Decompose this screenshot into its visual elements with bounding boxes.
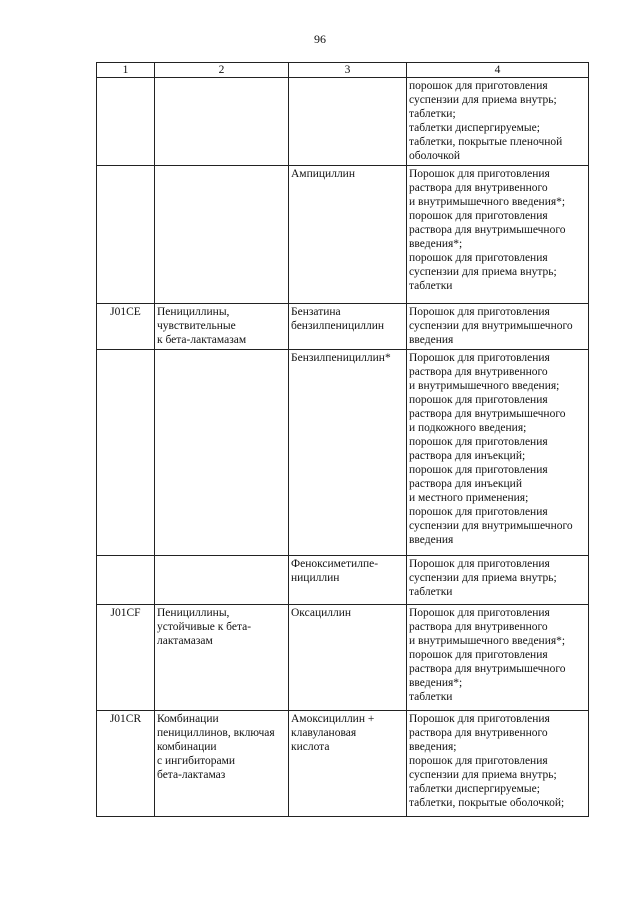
atc-code-cell: J01CR	[97, 711, 155, 817]
table-header-row	[97, 63, 589, 78]
drug-name-cell: Бензилпенициллин*	[289, 350, 407, 556]
column-header: 1	[97, 63, 155, 78]
atc-code-cell	[97, 166, 155, 304]
page-number: 96	[314, 32, 326, 46]
table-row	[97, 166, 589, 304]
drug-name-cell: Бензатина бензилпенициллин	[289, 304, 407, 350]
group-cell	[155, 78, 289, 166]
atc-code-cell	[97, 78, 155, 166]
dosage-forms-cell: Порошок для приготовления суспензии для приема внутрь; таблетки	[407, 556, 589, 605]
dosage-forms-cell: Порошок для приготовления суспензии для внутримышечного введения	[407, 304, 589, 350]
drug-name-cell: Оксациллин	[289, 605, 407, 711]
dosage-forms-cell: Порошок для приготовления раствора для внутривенного и внутримышечного введения; порошок для приготовления раствора для внутримышечного и подкожного введения; порошок для приготовления раствора для инъекций; порошок для приготовления раствора для инъекций и местного применения; порошок для приготовления суспензии для внутримышечного введения	[407, 350, 589, 556]
drug-table	[96, 62, 589, 817]
drug-name-cell	[289, 78, 407, 166]
table-row	[97, 304, 589, 350]
table-row	[97, 711, 589, 817]
group-cell: Пенициллины, устойчивые к бета- лактамазам	[155, 605, 289, 711]
atc-code-cell: J01CF	[97, 605, 155, 711]
drug-name-cell: Ампициллин	[289, 166, 407, 304]
table-row	[97, 350, 589, 556]
column-header: 4	[407, 63, 589, 78]
table-row	[97, 605, 589, 711]
group-cell	[155, 556, 289, 605]
atc-code-cell	[97, 350, 155, 556]
atc-code-cell	[97, 556, 155, 605]
group-cell	[155, 350, 289, 556]
table-row	[97, 78, 589, 166]
dosage-forms-cell: Порошок для приготовления раствора для внутривенного введения; порошок для приготовления суспензии для приема внутрь; таблетки диспергируемые; таблетки, покрытые оболочкой;	[407, 711, 589, 817]
group-cell	[155, 166, 289, 304]
dosage-forms-cell: порошок для приготовления суспензии для приема внутрь; таблетки; таблетки диспергируемые; таблетки, покрытые пленочной оболочкой	[407, 78, 589, 166]
table-row	[97, 556, 589, 605]
column-header: 2	[155, 63, 289, 78]
drug-name-cell: Феноксиметилпе- нициллин	[289, 556, 407, 605]
drug-name-cell: Амоксициллин + клавулановая кислота	[289, 711, 407, 817]
dosage-forms-cell: Порошок для приготовления раствора для внутривенного и внутримышечного введения*; порошок для приготовления раствора для внутримышечного введения*; порошок для приготовления суспензии для приема внутрь; таблетки	[407, 166, 589, 304]
dosage-forms-cell: Порошок для приготовления раствора для внутривенного и внутримышечного введения*; порошок для приготовления раствора для внутримышечного введения*; таблетки	[407, 605, 589, 711]
atc-code-cell: J01CE	[97, 304, 155, 350]
group-cell: Комбинации пенициллинов, включая комбинации с ингибиторами бета-лактамаз	[155, 711, 289, 817]
group-cell: Пенициллины, чувствительные к бета-лактамазам	[155, 304, 289, 350]
column-header: 3	[289, 63, 407, 78]
